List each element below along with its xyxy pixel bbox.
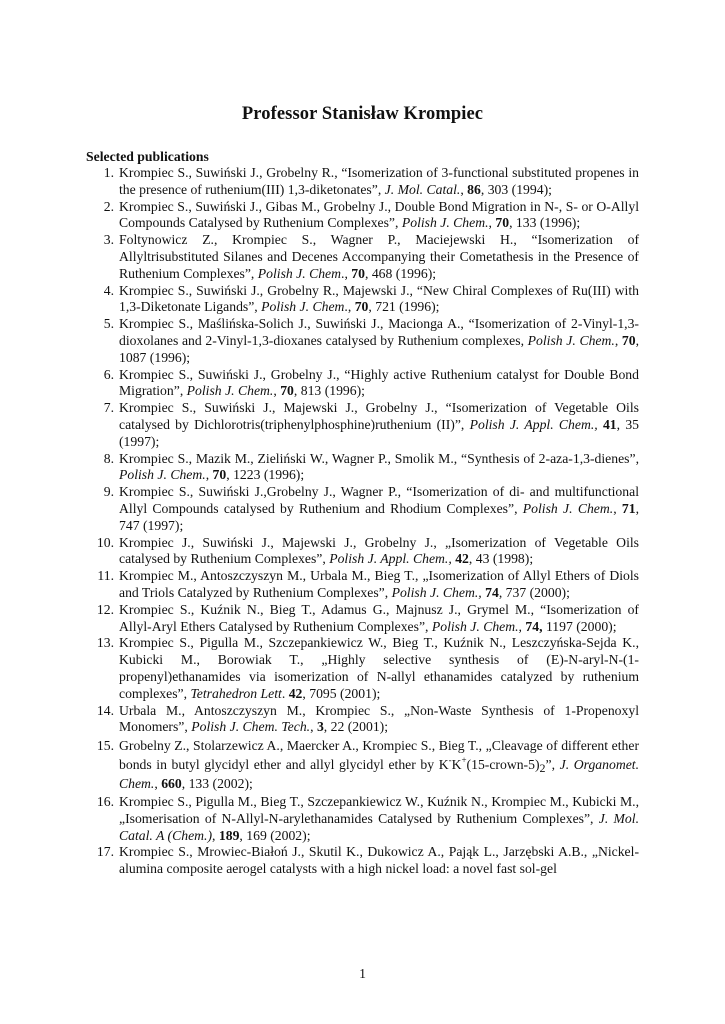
citation-text: , bbox=[614, 332, 622, 348]
journal-name: J. Mol. Catal. bbox=[384, 181, 461, 197]
list-item bbox=[86, 602, 639, 636]
item-number: 16. bbox=[96, 794, 114, 810]
list-item bbox=[86, 367, 639, 401]
journal-name: Tetrahedron Lett bbox=[190, 685, 282, 701]
citation-text: ”, bbox=[545, 757, 560, 773]
volume-number: 86 bbox=[467, 181, 481, 197]
item-number: 11. bbox=[97, 568, 114, 584]
journal-name: Polish J. Chem. bbox=[527, 332, 615, 348]
journal-name: Polish J. Chem., bbox=[391, 584, 482, 600]
superscript-minus: - bbox=[448, 755, 452, 766]
volume-number: 74 bbox=[485, 584, 499, 600]
volume-number: 70 bbox=[351, 265, 365, 281]
citation-text: Krompiec S., Suwiński J., Grobelny R., “Isomerization of 3-functional substituted propenes in the presence of ruthenium(III) 1,3-diketonates”, bbox=[119, 165, 639, 197]
journal-name: Polish J. Chem. bbox=[186, 383, 274, 399]
citation-text: , bbox=[273, 383, 281, 399]
journal-name: J. Organomet. Chem. bbox=[119, 757, 640, 792]
volume-number: 70 bbox=[280, 383, 294, 399]
item-number: 7. bbox=[103, 400, 114, 416]
citation-text: , bbox=[212, 827, 219, 843]
citation-text: , bbox=[154, 776, 162, 792]
list-item bbox=[86, 635, 639, 702]
list-item bbox=[86, 794, 639, 844]
citation-text: (15-crown-5) bbox=[466, 757, 540, 773]
citation-text: 1197 (2000); bbox=[542, 618, 617, 634]
volume-number: 74, bbox=[525, 618, 543, 634]
journal-name: Polish J. Chem bbox=[257, 265, 342, 281]
item-number: 3. bbox=[103, 232, 114, 248]
citation-text: Krompiec S., Suwiński J., Grobelny J., “Highly active Ruthenium catalyst for Double Bond Migration”, bbox=[119, 366, 639, 399]
volume-number: 71 bbox=[621, 500, 636, 516]
item-number: 1. bbox=[103, 165, 114, 180]
list-item bbox=[86, 568, 639, 602]
list-item bbox=[86, 535, 639, 569]
citation-text: , 35 (1997); bbox=[119, 416, 640, 449]
item-number: 9. bbox=[103, 484, 114, 500]
citation-text: , bbox=[460, 181, 468, 197]
list-item bbox=[86, 736, 639, 793]
citation-text: , 747 (1997); bbox=[119, 500, 639, 533]
citation-text: Krompiec S., Pigulla M., Szczepankiewicz W., Bieg T., Kuźnik N., Leszczyńska-Sejda K., Kubicki M., Borowiak T., „Highly selective synthesis of (E)-N-aryl-N-(1-propenyl)ethanamides via isomerization of N-allyl ethanamides catalyzed by ruthenium complexes”, bbox=[119, 635, 639, 701]
citation-text: , 737 (2000); bbox=[498, 584, 570, 600]
volume-number: 660 bbox=[161, 776, 182, 792]
item-number: 8. bbox=[103, 450, 114, 466]
citation-text: Urbala M., Antoszczyszyn M., Krompiec S., „Non-Waste Synthesis of 1-Propenoxyl Monomers”, bbox=[119, 702, 639, 735]
citation-text: Krompiec S., Maślińska-Solich J., Suwiński J., Macionga A., “Isomerization of 2-Vinyl-1,3-dioxolanes and 2-Vinyl-1,3-dioxanes catalysed by Ruthenium complexes, bbox=[119, 316, 639, 348]
journal-name: Polish J. Chem. bbox=[119, 467, 206, 483]
journal-name: Polish J. Chem. bbox=[401, 215, 489, 231]
journal-name: Polish J. Chem., bbox=[431, 618, 522, 634]
item-number: 2. bbox=[103, 198, 114, 214]
citation-text: Krompiec S., Suwiński J., Gibas M., Grobelny J., Double Bond Migration in N-, S- or O-Allyl Compounds Catalysed by Ruthenium Complexes”, bbox=[119, 198, 639, 231]
page-title: Professor Stanisław Krompiec bbox=[241, 104, 484, 124]
list-item bbox=[86, 844, 639, 878]
item-number: 14. bbox=[96, 702, 114, 718]
publication-list bbox=[86, 165, 639, 878]
citation-text: Krompiec J., Suwiński J., Majewski J., Grobelny J., „Isomerization of Vegetable Oils catalysed by Ruthenium Complexes”, bbox=[119, 534, 639, 567]
item-number: 10. bbox=[96, 534, 114, 550]
journal-name: Polish J. Chem bbox=[261, 299, 345, 315]
citation-text: Krompiec M., Antoszczyszyn M., Urbala M., Bieg T., „Isomerization of Allyl Ethers of Diols and Triols Catalyzed by Ruthenium Complexes”, bbox=[119, 568, 639, 600]
volume-number: 189 bbox=[218, 827, 240, 843]
item-number: 6. bbox=[103, 366, 114, 382]
list-item bbox=[86, 232, 639, 282]
citation-text: , 43 (1998); bbox=[468, 551, 534, 567]
citation-text: , 813 (1996); bbox=[293, 383, 365, 399]
volume-number: 41 bbox=[602, 416, 617, 432]
citation-text: K bbox=[451, 757, 462, 773]
volume-number: 70 bbox=[495, 215, 510, 231]
citation-text: Krompiec S., Suwiński J., Grobelny R., Majewski J., “New Chiral Complexes of Ru(III) with 1,3-Diketonate Ligands”, bbox=[119, 282, 639, 315]
citation-text: , 1223 (1996); bbox=[226, 467, 305, 483]
citation-text: Krompiec S., Suwiński J.,Grobelny J., Wagner P., “Isomerization of di- and multifunctional Allyl Compounds catalysed by Ruthenium and Rhodium Complexes”, bbox=[119, 484, 639, 516]
citation-text: , 133 (1996); bbox=[509, 215, 581, 231]
section-heading: Selected publications bbox=[86, 149, 209, 164]
citation-text: ., bbox=[341, 265, 352, 281]
volume-number: 70 bbox=[621, 332, 636, 348]
citation-text: Grobelny Z., Stolarzewicz A., Maercker A., Krompiec S., Bieg T., „Cleavage of different ether bonds in butyl glycidyl ether and allyl glycidyl ether by K bbox=[119, 738, 639, 773]
journal-name: Polish J. Appl. Chem., bbox=[329, 551, 452, 567]
volume-number: 42 bbox=[455, 551, 469, 567]
citation-text: ., bbox=[344, 299, 355, 315]
citation-text: , 7095 (2001); bbox=[302, 685, 381, 701]
item-number: 4. bbox=[103, 282, 114, 298]
citation-text: , 1087 (1996); bbox=[119, 332, 639, 365]
list-item bbox=[86, 484, 639, 534]
list-item bbox=[86, 451, 639, 485]
list-item bbox=[86, 703, 639, 737]
citation-text: , 22 (2001); bbox=[323, 719, 389, 735]
citation-text: Krompiec S., Mazik M., Zieliński W., Wagner P., Smolik M., “Synthesis of 2-aza-1,3-dienes”, bbox=[119, 450, 639, 466]
superscript-plus: + bbox=[461, 755, 467, 766]
citation-text: . bbox=[281, 685, 289, 701]
citation-text: , 169 (2002); bbox=[239, 827, 311, 843]
citation-text: , bbox=[205, 467, 213, 483]
volume-number: 3 bbox=[316, 719, 324, 735]
journal-name: Polish J. Chem. bbox=[522, 500, 614, 516]
item-number: 17. bbox=[96, 844, 114, 860]
item-number: 5. bbox=[103, 316, 114, 332]
citation-text: , bbox=[488, 215, 496, 231]
item-number: 15. bbox=[96, 738, 114, 754]
item-number: 12. bbox=[96, 601, 114, 617]
journal-name: Polish J. Chem. Tech. bbox=[191, 719, 311, 735]
citation-text: , bbox=[613, 500, 622, 516]
list-item bbox=[86, 283, 639, 317]
list-item bbox=[86, 165, 639, 199]
list-item bbox=[86, 199, 639, 233]
citation-text: , 303 (1994); bbox=[480, 181, 552, 197]
citation-text: , bbox=[310, 719, 317, 735]
list-item bbox=[86, 400, 639, 450]
volume-number: 42 bbox=[288, 685, 303, 701]
subscript-two: 2 bbox=[539, 761, 546, 776]
citation-text: , 133 (2002); bbox=[181, 776, 253, 792]
journal-name: Polish J. Appl. Chem., bbox=[469, 416, 598, 432]
page-number: 1 bbox=[359, 966, 366, 981]
citation-text: Krompiec S., Mrowiec-Białoń J., Skutil K., Dukowicz A., Pająk L., Jarzębski A.B., „Nickel-alumina composite aerogel catalysts with a high nickel load: a novel fast sol-gel bbox=[119, 844, 639, 877]
citation-text: , 721 (1996); bbox=[368, 299, 440, 315]
citation-text: Krompiec S., Kuźnik N., Bieg T., Adamus G., Majnusz J., Grymel M., “Isomerization of Allyl-Aryl Ethers Catalysed by Ruthenium Complexes”, bbox=[119, 601, 639, 634]
volume-number: 70 bbox=[212, 467, 227, 483]
citation-text: Krompiec S., Suwiński J., Majewski J., Grobelny J., “Isomerization of Vegetable Oils catalysed by Dichlorotris(triphenylphosphine)ruthenium (II)”, bbox=[119, 400, 639, 432]
citation-text: Krompiec S., Pigulla M., Bieg T., Szczepankiewicz W., Kuźnik N., Krompiec M., Kubicki M., „Isomerisation of N-Allyl-N-arylethanamides Catalysed by Ruthenium Complexes”, bbox=[119, 794, 639, 826]
citation-text: , 468 (1996); bbox=[364, 265, 437, 281]
item-number: 13. bbox=[96, 635, 114, 651]
journal-name: J. Mol. Catal. A (Chem.) bbox=[119, 810, 639, 843]
list-item bbox=[86, 316, 639, 366]
volume-number: 70 bbox=[354, 299, 369, 315]
citation-text: Foltynowicz Z., Krompiec S., Wagner P., Maciejewski H., “Isomerization of Allyltrisubstituted Silanes and Decenes Accompanying their Cometathesis in the Presence of Ruthenium Complexes”, bbox=[119, 232, 639, 281]
